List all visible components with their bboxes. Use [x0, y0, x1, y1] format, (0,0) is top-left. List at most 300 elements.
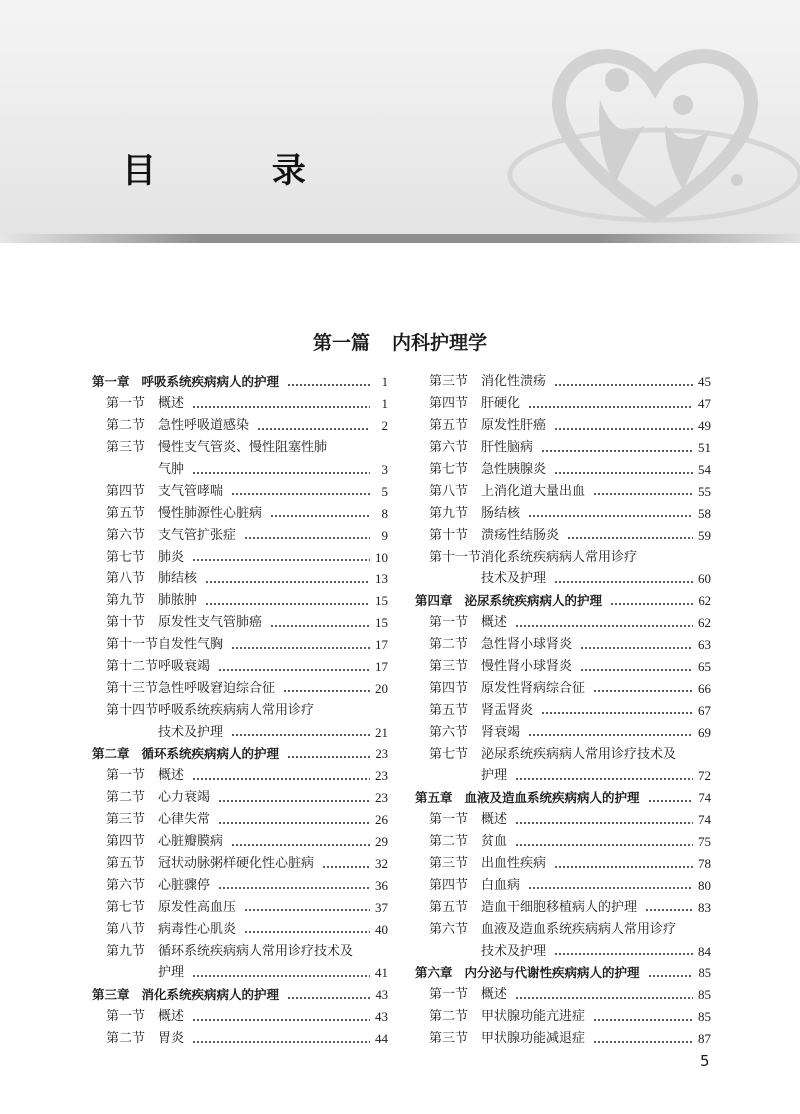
toc-entry-page: 26	[375, 812, 388, 828]
toc-section-entry[interactable]	[415, 502, 711, 524]
toc-entry-title: 心脏骤停	[158, 877, 211, 893]
toc-entry-page: 75	[698, 834, 711, 850]
toc-entry-page: 84	[698, 943, 711, 959]
toc-entry-label: 第一节	[106, 1009, 146, 1025]
part-number: 第一篇	[312, 332, 370, 354]
toc-entry-title: 消化系统疾病病人的护理	[141, 986, 280, 1002]
toc-section-entry[interactable]	[92, 1028, 388, 1050]
toc-entry-title: 支气管扩张症	[158, 527, 237, 543]
toc-section-entry[interactable]	[92, 831, 388, 853]
dot-leader	[528, 734, 693, 736]
dot-leader	[192, 1041, 370, 1043]
toc-entry-title: 病毒性心肌炎	[158, 921, 237, 937]
toc-entry-page: 74	[698, 812, 711, 828]
toc-entry-title: 心力衰竭	[158, 790, 211, 806]
toc-entry-title: 血液及造血系统疾病病人的护理	[464, 789, 640, 805]
toc-entry-title: 呼吸系统疾病病人的护理	[141, 373, 280, 389]
toc-entry-label: 第十一节	[429, 549, 482, 565]
toc-entry-label: 第十节	[429, 527, 469, 543]
dot-leader	[205, 581, 370, 583]
toc-entry-title: 概述	[481, 987, 508, 1003]
dot-leader	[554, 472, 693, 474]
toc-entry-title: 贫血	[481, 834, 508, 850]
toc-entry-label: 第十节	[106, 615, 146, 631]
toc-section-entry[interactable]	[92, 853, 388, 875]
toc-entry-label: 第十一节	[106, 637, 159, 653]
toc-entry-title: 循环系统疾病病人常用诊疗技术及	[158, 943, 354, 959]
toc-entry-label: 第三节	[429, 856, 469, 872]
toc-entry-label: 第十三节	[106, 680, 159, 696]
dot-leader	[322, 866, 370, 868]
toc-section-entry[interactable]	[415, 634, 711, 656]
toc-entry-title: 急性肾小球肾炎	[481, 637, 573, 653]
toc-entry-page: 23	[375, 790, 388, 806]
toc-chapter-entry[interactable]	[415, 962, 711, 984]
dot-leader	[192, 472, 370, 474]
toc-entry-page: 63	[698, 637, 711, 653]
toc-entry-label: 第三节	[429, 659, 469, 675]
toc-entry-title: 急性胰腺炎	[481, 462, 547, 477]
toc-entry-title: 急性呼吸窘迫综合征	[158, 680, 276, 696]
toc-entry-page: 85	[698, 965, 711, 980]
toc-entry-title: 肝硬化	[481, 396, 521, 412]
dot-leader	[554, 581, 693, 583]
toc-entry-title: 急性呼吸道感染	[158, 418, 250, 434]
toc-section-entry[interactable]	[415, 480, 711, 502]
toc-entry-label: 第一章	[92, 373, 130, 389]
dot-leader	[580, 647, 693, 649]
toc-entry-continuation[interactable]	[415, 940, 711, 962]
toc-entry-title: 肾衰竭	[481, 724, 521, 740]
toc-entry-label: 第四章	[415, 592, 453, 608]
toc-entry-label: 第五章	[415, 789, 453, 805]
toc-entry-page: 1	[381, 396, 388, 412]
dot-leader	[244, 537, 370, 539]
toc-entry-page: 72	[698, 768, 711, 784]
toc-column-left	[92, 371, 388, 1050]
toc-section-entry[interactable]	[415, 371, 711, 393]
toc-entry-title: 心律失常	[158, 812, 211, 828]
toc-entry-page: 78	[698, 856, 711, 872]
toc-section-entry[interactable]	[92, 765, 388, 787]
toc-section-entry[interactable]	[415, 896, 711, 918]
toc-entry-label: 第九节	[429, 505, 469, 521]
toc-entry-page: 55	[698, 483, 711, 499]
toc-entry-page: 43	[375, 1009, 388, 1025]
toc-entry-label: 第四节	[429, 396, 469, 412]
toc-entry-label: 第一节	[429, 987, 469, 1003]
toc-entry-title: 概述	[481, 812, 508, 828]
toc-chapter-entry[interactable]	[92, 743, 388, 765]
toc-section-entry[interactable]	[415, 743, 711, 765]
toc-entry-page: 69	[698, 724, 711, 740]
dot-leader	[218, 822, 370, 824]
toc-entry-title: 泌尿系统疾病病人的护理	[464, 592, 603, 608]
toc-entry-title: 气肿	[158, 462, 185, 477]
toc-section-entry[interactable]	[92, 415, 388, 437]
toc-entry-label: 第六章	[415, 964, 453, 980]
dot-leader	[567, 537, 693, 539]
toc-entry-page: 51	[698, 440, 711, 456]
toc-entry-title: 肺脓肿	[158, 593, 198, 609]
toc-section-entry[interactable]	[415, 809, 711, 831]
dot-leader	[192, 559, 370, 561]
toc-entry-title: 上消化道大量出血	[481, 483, 586, 499]
toc-section-entry[interactable]	[92, 524, 388, 546]
toc-section-entry[interactable]	[92, 502, 388, 524]
toc-entry-page: 47	[698, 396, 711, 412]
dot-leader	[218, 669, 370, 671]
toc-entry-page: 62	[698, 615, 711, 631]
toc-entry-page: 74	[698, 790, 711, 805]
dot-leader	[270, 625, 370, 627]
dot-leader	[554, 866, 693, 868]
toc-section-entry[interactable]	[415, 984, 711, 1006]
toc-entry-page: 23	[375, 746, 388, 761]
toc-entry-title: 肝性脑病	[481, 440, 534, 456]
toc-entry-page: 40	[375, 921, 388, 937]
toc-entry-continuation[interactable]	[92, 962, 388, 984]
toc-section-entry[interactable]	[92, 656, 388, 678]
toc-section-entry[interactable]	[92, 1006, 388, 1028]
toc-section-entry[interactable]	[92, 393, 388, 415]
dot-leader	[270, 515, 370, 517]
toc-entry-title: 慢性肾小球肾炎	[481, 659, 573, 675]
toc-entry-title: 溃疡性结肠炎	[481, 527, 560, 543]
heart-family-logo-icon	[505, 25, 800, 235]
toc-entry-label: 第四节	[429, 877, 469, 893]
toc-entry-page: 9	[381, 527, 388, 543]
dot-leader	[515, 625, 693, 627]
toc-entry-label: 第二节	[106, 418, 146, 434]
toc-entry-page: 2	[381, 418, 388, 434]
toc-entry-page: 45	[698, 374, 711, 390]
toc-entry-page: 49	[698, 418, 711, 434]
toc-entry-title: 泌尿系统疾病病人常用诊疗技术及	[481, 746, 677, 762]
toc-entry-title: 心脏瓣膜病	[158, 834, 224, 850]
dot-leader	[205, 603, 370, 605]
toc-entry-label: 第三节	[106, 440, 146, 456]
dot-leader	[192, 975, 370, 977]
toc-entry-label: 第六节	[106, 877, 146, 893]
toc-entry-label: 第二节	[429, 1009, 469, 1025]
dot-leader	[554, 953, 693, 955]
dot-leader	[218, 800, 370, 802]
toc-entry-page: 17	[375, 637, 388, 653]
toc-section-entry[interactable]	[415, 874, 711, 896]
dot-leader	[231, 734, 370, 736]
toc-entry-page: 43	[375, 987, 388, 1002]
toc-entry-label: 第一节	[106, 768, 146, 784]
toc-entry-title: 肺结核	[158, 571, 198, 587]
toc-entry-page: 62	[698, 593, 711, 608]
toc-entry-label: 第六节	[429, 440, 469, 456]
toc-section-entry[interactable]	[415, 699, 711, 721]
toc-entry-label: 第二节	[106, 1031, 146, 1047]
toc-entry-title: 技术及护理	[481, 571, 547, 587]
toc-entry-label: 第四节	[106, 483, 146, 499]
toc-entry-title: 甲状腺功能减退症	[481, 1031, 586, 1047]
toc-section-entry[interactable]	[92, 480, 388, 502]
toc-entry-label: 第七节	[429, 462, 469, 477]
toc-entry-label: 第五节	[429, 899, 469, 915]
toc-entry-label: 第十二节	[106, 659, 159, 675]
toc-entry-page: 80	[698, 877, 711, 893]
toc-entry-page: 85	[698, 987, 711, 1003]
dot-leader	[287, 997, 370, 999]
toc-entry-title: 循环系统疾病病人的护理	[141, 745, 280, 761]
dot-leader	[231, 844, 370, 846]
dot-leader	[192, 778, 370, 780]
toc-entry-page: 83	[698, 899, 711, 915]
toc-entry-label: 第六节	[106, 527, 146, 543]
toc-entry-title: 冠状动脉粥样硬化性心脏病	[158, 856, 315, 872]
toc-entry-page: 67	[698, 702, 711, 718]
dot-leader	[593, 1019, 693, 1021]
toc-entry-label: 第三节	[429, 1031, 469, 1047]
toc-entry-page: 32	[375, 856, 388, 872]
toc-entry-title: 甲状腺功能亢进症	[481, 1009, 586, 1025]
toc-entry-continuation[interactable]	[415, 765, 711, 787]
toc-column-right	[415, 371, 711, 1050]
toc-entry-page: 65	[698, 659, 711, 675]
toc-section-entry[interactable]	[415, 918, 711, 940]
toc-entry-title: 概述	[158, 1009, 185, 1025]
toc-entry-label: 第一节	[429, 615, 469, 631]
toc-entry-page: 85	[698, 1009, 711, 1025]
dot-leader	[287, 756, 370, 758]
dot-leader	[192, 406, 370, 408]
toc-section-entry[interactable]	[92, 896, 388, 918]
toc-entry-title: 护理	[158, 965, 185, 981]
toc-entry-label: 第三节	[429, 374, 469, 390]
toc-entry-label: 第二章	[92, 745, 130, 761]
toc-entry-title: 概述	[481, 615, 508, 631]
toc-section-entry[interactable]	[415, 656, 711, 678]
dot-leader	[580, 669, 693, 671]
toc-entry-title: 支气管哮喘	[158, 483, 224, 499]
toc-entry-label: 第七节	[106, 549, 146, 565]
toc-entry-page: 60	[698, 571, 711, 587]
dot-leader	[541, 450, 693, 452]
toc-entry-page: 87	[698, 1031, 711, 1047]
toc-section-entry[interactable]	[92, 787, 388, 809]
toc-entry-label: 第七节	[106, 899, 146, 915]
toc-chapter-entry[interactable]	[92, 984, 388, 1006]
toc-section-entry[interactable]	[92, 699, 388, 721]
toc-chapter-entry[interactable]	[415, 787, 711, 809]
toc-entry-title: 白血病	[481, 877, 521, 893]
toc-entry-label: 第八节	[106, 921, 146, 937]
toc-entry-page: 15	[375, 615, 388, 631]
toc-section-entry[interactable]	[415, 721, 711, 743]
toc-entry-title: 慢性支气管炎、慢性阻塞性肺	[158, 440, 328, 456]
dot-leader	[528, 887, 693, 889]
toc-entry-label: 第四节	[106, 834, 146, 850]
toc-chapter-entry[interactable]	[92, 371, 388, 393]
toc-section-entry[interactable]	[92, 546, 388, 568]
dot-leader	[610, 603, 693, 605]
toc-entry-title: 消化系统疾病病人常用诊疗	[481, 549, 638, 565]
dot-leader	[257, 428, 370, 430]
toc-entry-label: 第一节	[429, 812, 469, 828]
toc-entry-label: 第九节	[106, 593, 146, 609]
toc-entry-label: 第五节	[429, 702, 469, 718]
toc-section-entry[interactable]	[415, 415, 711, 437]
toc-entry-label: 第八节	[106, 571, 146, 587]
toc-entry-page: 44	[375, 1031, 388, 1047]
toc-entry-title: 内分泌与代谢性疾病病人的护理	[464, 964, 640, 980]
toc-entry-label: 第十四节	[106, 702, 159, 718]
toc-entry-title: 技术及护理	[158, 724, 224, 740]
toc-entry-page: 3	[381, 462, 388, 477]
toc-entry-label: 第二节	[429, 834, 469, 850]
toc-entry-label: 第三节	[106, 812, 146, 828]
toc-entry-title: 技术及护理	[481, 943, 547, 959]
toc-entry-page: 5	[381, 483, 388, 499]
toc-entry-page: 58	[698, 505, 711, 521]
toc-chapter-entry[interactable]	[415, 590, 711, 612]
toc-entry-title: 原发性高血压	[158, 899, 237, 915]
toc-section-entry[interactable]	[92, 874, 388, 896]
toc-entry-title: 肺炎	[158, 549, 185, 565]
toc-entry-title: 概述	[158, 768, 185, 784]
toc-entry-title: 原发性支气管肺癌	[158, 615, 263, 631]
toc-entry-label: 第六节	[429, 921, 469, 937]
dot-leader	[515, 844, 693, 846]
toc-entry-title: 原发性肾病综合征	[481, 680, 586, 696]
toc-entry-page: 36	[375, 877, 388, 893]
toc-section-entry[interactable]	[415, 853, 711, 875]
toc-entry-label: 第九节	[106, 943, 146, 959]
dot-leader	[244, 931, 370, 933]
toc-section-entry[interactable]	[92, 568, 388, 590]
toc-section-entry[interactable]	[92, 918, 388, 940]
toc-section-entry[interactable]	[415, 1006, 711, 1028]
toc-section-entry[interactable]	[415, 524, 711, 546]
toc-entry-title: 原发性肝癌	[481, 418, 547, 434]
page-number: 5	[700, 1052, 710, 1070]
toc-entry-label: 第六节	[429, 724, 469, 740]
toc-entry-page: 41	[375, 965, 388, 981]
dot-leader	[515, 822, 693, 824]
toc-entry-continuation[interactable]	[92, 721, 388, 743]
toc-entry-page: 29	[375, 834, 388, 850]
header-divider	[0, 234, 800, 243]
toc-entry-page: 15	[375, 593, 388, 609]
toc-entry-title: 呼吸衰竭	[158, 659, 211, 675]
toc-entry-page: 10	[375, 549, 388, 565]
dot-leader	[528, 515, 693, 517]
toc-entry-label: 第五节	[106, 505, 146, 521]
dot-leader	[287, 384, 370, 386]
toc-entry-page: 8	[381, 505, 388, 521]
toc-section-entry[interactable]	[92, 612, 388, 634]
toc-section-entry[interactable]	[415, 677, 711, 699]
toc-entry-title: 肠结核	[481, 505, 521, 521]
toc-entry-page: 21	[375, 724, 388, 740]
dot-leader	[554, 428, 693, 430]
dot-leader	[515, 778, 693, 780]
toc-section-entry[interactable]	[415, 437, 711, 459]
toc-entry-page: 17	[375, 659, 388, 675]
toc-entry-title: 自发性气胸	[158, 637, 224, 653]
dot-leader	[593, 493, 693, 495]
toc-section-entry[interactable]	[415, 459, 711, 481]
toc-section-entry[interactable]	[92, 590, 388, 612]
toc-entry-continuation[interactable]	[415, 568, 711, 590]
dot-leader	[541, 712, 693, 714]
toc-entry-title: 造血干细胞移植病人的护理	[481, 899, 638, 915]
dot-leader	[231, 647, 370, 649]
toc-entry-title: 概述	[158, 396, 185, 412]
toc-section-entry[interactable]	[415, 546, 711, 568]
toc-entry-label: 第八节	[429, 483, 469, 499]
toc-section-entry[interactable]	[415, 1028, 711, 1050]
toc-section-entry[interactable]	[92, 437, 388, 459]
toc-entry-label: 第七节	[429, 746, 469, 762]
dot-leader	[515, 997, 693, 999]
dot-leader	[218, 887, 370, 889]
toc-entry-label: 第五节	[106, 856, 146, 872]
toc-entry-label: 第五节	[429, 418, 469, 434]
toc-entry-title: 肾盂肾炎	[481, 702, 534, 718]
page-title: 目 录	[122, 151, 358, 191]
toc-entry-label: 第二节	[106, 790, 146, 806]
toc-entry-title: 出血性疾病	[481, 856, 547, 872]
toc-section-entry[interactable]	[415, 831, 711, 853]
dot-leader	[593, 1041, 693, 1043]
part-heading	[0, 328, 800, 355]
toc-section-entry[interactable]	[92, 634, 388, 656]
dot-leader	[648, 975, 693, 977]
dot-leader	[645, 909, 693, 911]
toc-entry-page: 13	[375, 571, 388, 587]
toc-entry-title: 消化性溃疡	[481, 374, 547, 390]
toc-entry-label: 第二节	[429, 637, 469, 653]
toc-entry-page: 1	[381, 374, 388, 389]
toc-entry-page: 37	[375, 899, 388, 915]
toc-entry-page: 54	[698, 462, 711, 477]
toc-entry-page: 23	[375, 768, 388, 784]
toc-entry-label: 第一节	[106, 396, 146, 412]
toc-entry-page: 66	[698, 680, 711, 696]
toc-entry-title: 血液及造血系统疾病病人常用诊疗	[481, 921, 677, 937]
toc-entry-continuation[interactable]	[92, 459, 388, 481]
toc-section-entry[interactable]	[92, 677, 388, 699]
dot-leader	[554, 384, 693, 386]
header-banner	[0, 0, 800, 236]
toc-entry-title: 护理	[481, 768, 508, 784]
dot-leader	[231, 493, 370, 495]
toc-section-entry[interactable]	[415, 612, 711, 634]
toc-entry-label: 第三章	[92, 986, 130, 1002]
toc-entry-page: 59	[698, 527, 711, 543]
dot-leader	[648, 800, 693, 802]
toc-entry-page: 20	[375, 680, 388, 696]
toc-section-entry[interactable]	[92, 809, 388, 831]
part-name: 内科护理学	[392, 332, 488, 354]
dot-leader	[244, 909, 370, 911]
toc-entry-title: 呼吸系统疾病病人常用诊疗	[158, 702, 315, 718]
toc-entry-title: 胃炎	[158, 1031, 185, 1047]
toc-section-entry[interactable]	[92, 940, 388, 962]
toc-entry-label: 第四节	[429, 680, 469, 696]
dot-leader	[192, 1019, 370, 1021]
toc-section-entry[interactable]	[415, 393, 711, 415]
dot-leader	[593, 690, 693, 692]
dot-leader	[528, 406, 693, 408]
